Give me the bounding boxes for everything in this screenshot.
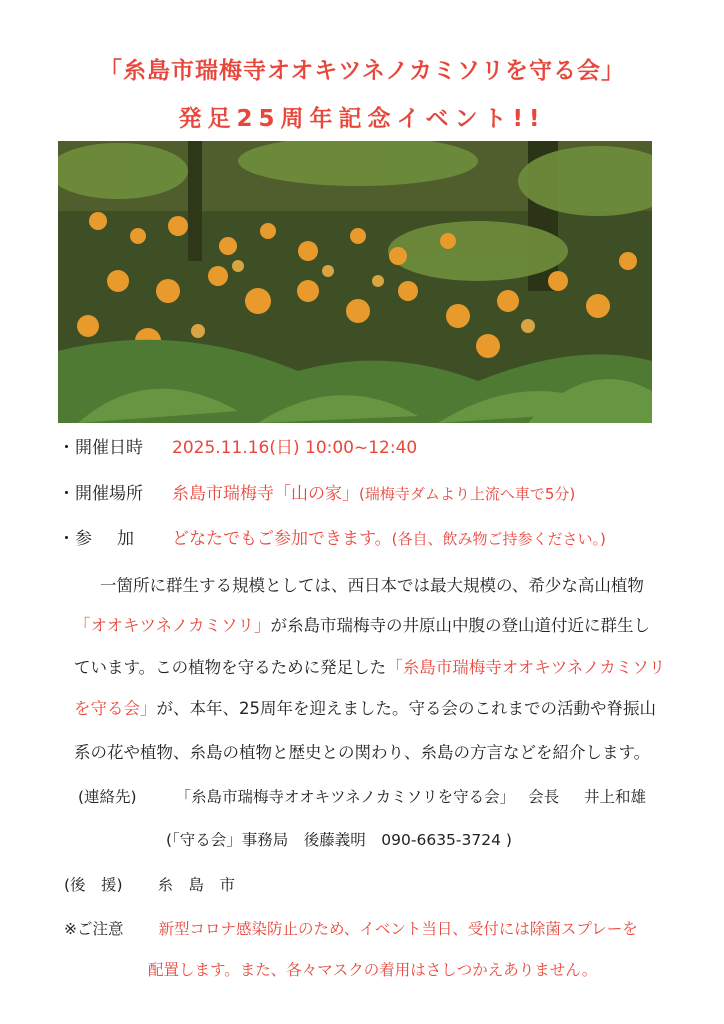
body-line-4 [74,695,656,719]
contact-label: (連絡先) [78,788,137,806]
body-line-1: 一箇所に群生する規模としては、西日本では最大規模の、希少な高山植物 [100,576,644,595]
date-label: 開催日時 [75,438,143,458]
event-title-line2: 発足25周年記念イベント!! [178,106,546,132]
join-value [172,524,606,549]
notice-row [64,917,638,939]
place-note: (瑞梅寺ダムより上流へ車で5分) [359,485,576,503]
body-line-2 [74,612,650,636]
support-value: 糸 島 市 [157,876,236,894]
notice-line-2: 配置します。また、各々マスクの着用はさしつかえありません。 [148,961,598,979]
contact-name: 井上和雄 [584,788,647,806]
bullet: ・ [58,484,75,504]
plant-name: 「オオキツネノカミソリ」 [74,616,271,635]
place-name: 糸島市瑞梅寺「山の家」 [172,484,359,504]
date-row [0,433,724,459]
body-text: ています。この植物を守るために発足した [74,658,387,677]
event-title-line1: 「糸島市瑞梅寺オオキツネノカミソリを守る会」 [99,58,625,84]
org-name: 「糸島市瑞梅寺オオキツネノカミソリ [386,658,666,677]
contact-office: (「守る会」事務局 後藤義明 090-6635-3724 ) [166,831,512,849]
place-row [0,479,724,505]
body-text: が、本年、25周年を迎えました。守る会のこれまでの活動や脊振山 [156,699,656,718]
body-text: が糸島市瑞梅寺の井原山中腹の登山道付近に群生し [270,616,651,635]
bullet: ・ [58,438,75,458]
notice-label: ※ご注意 [64,920,124,938]
contact-org: 「糸島市瑞梅寺オオキツネノカミソリを守る会」 [175,788,516,806]
contact-role: 会長 [528,788,560,806]
contact-row [78,785,646,807]
date-value: 2025.11.16(日) 10:00~12:40 [172,438,418,458]
body-line-3 [74,654,665,678]
support-row [64,873,235,895]
org-name-end: を守る会」 [74,699,157,718]
place-label: 開催場所 [75,484,143,504]
place-value [172,479,575,504]
join-row [0,524,724,550]
join-text: どなたでもご参加できます。 [172,529,392,549]
body-line-5: 系の花や植物、糸島の植物と歴史との関わり、糸島の方言などを紹介します。 [74,743,651,762]
support-label: (後 援) [64,876,123,894]
bullet: ・ [58,529,75,549]
orange-lily-forest-photo [58,141,652,423]
join-label: 参 加 [75,529,138,549]
notice-line-1: 新型コロナ感染防止のため、イベント当日、受付には除菌スプレーを [158,920,638,938]
join-note: (各自、飲み物ご持参ください。) [391,530,606,548]
